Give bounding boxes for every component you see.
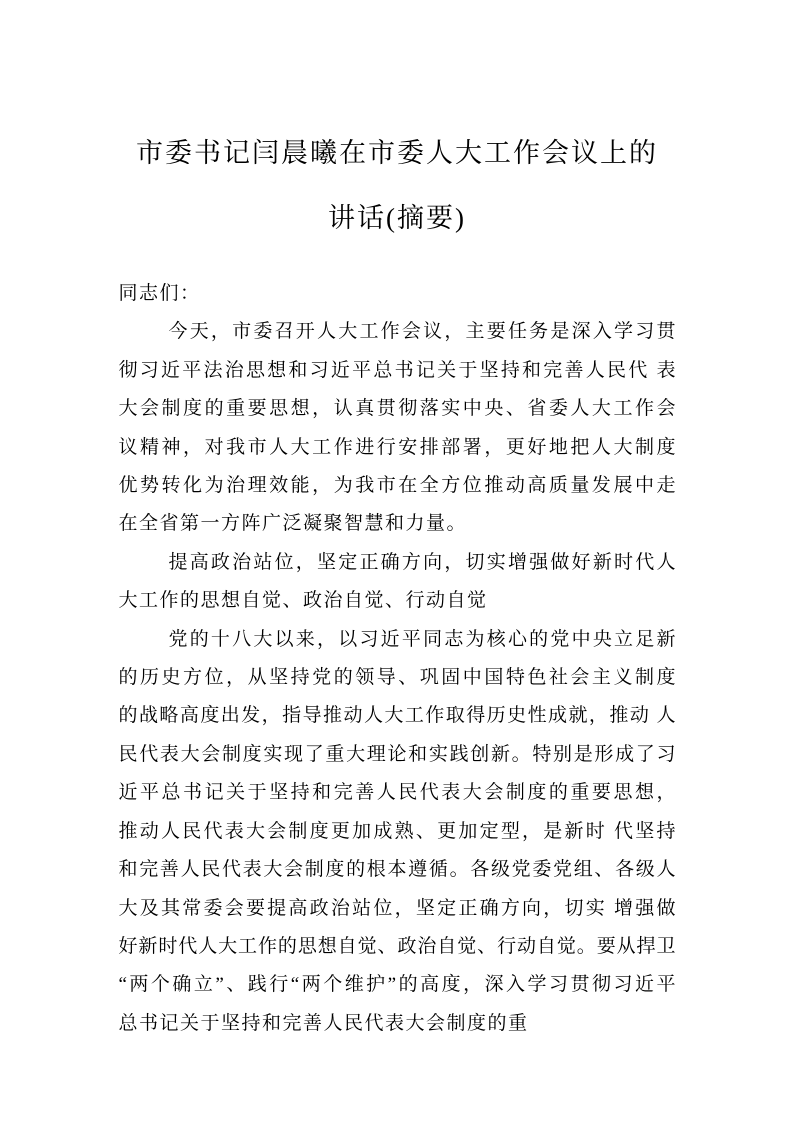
body-line: 推动人民代表大会制度更加成熟、更加定型，是新时 代坚持 bbox=[118, 820, 676, 842]
body-line: 好新时代人大工作的思想自觉、政治自觉、行动自觉。要从捍卫 bbox=[118, 935, 676, 957]
body-line: 大及其常委会要提高政治站位，坚定正确方向，切实 增强做 bbox=[118, 897, 676, 919]
body-line: 大会制度的重要思想，认真贯彻落实中央、省委人大工作会 bbox=[118, 398, 676, 420]
body-line: 民代表大会制度实现了重大理论和实践创新。特别是形成了习 bbox=[118, 743, 676, 765]
document-title bbox=[119, 121, 676, 251]
body-line: 今天，市委召开人大工作会议，主要任务是深入学习贯 bbox=[168, 321, 676, 343]
body-line: 的历史方位，从坚持党的领导、巩固中国特色社会主义制度 bbox=[118, 667, 676, 689]
document-title-line-2: 讲话(摘要) bbox=[328, 203, 466, 233]
body-line: 优势转化为治理效能，为我市在全方位推动高质量发展中走 bbox=[118, 475, 676, 497]
body-line: 总书记关于坚持和完善人民代表大会制度的重 bbox=[118, 1012, 529, 1034]
body-line: 和完善人民代表大会制度的根本遵循。各级党委党组、各级人 bbox=[118, 859, 676, 881]
body-line: 党的十八大以来，以习近平同志为核心的党中央立足新 bbox=[168, 628, 676, 650]
body-line: 彻习近平法治思想和习近平总书记关于坚持和完善人民代 表 bbox=[118, 359, 676, 381]
body-line: 的战略高度出发，指导推动人大工作取得历史性成就，推动 人 bbox=[118, 705, 676, 727]
document-title-line-1: 市委书记闫晨曦在市委人大工作会议上的 bbox=[136, 138, 658, 168]
body-line-salutation: 同志们： bbox=[118, 283, 201, 304]
body-line: 提高政治站位，坚定正确方向，切实增强做好新时代人 bbox=[168, 551, 676, 573]
body-line: 在全省第一方阵广泛凝聚智慧和力量。 bbox=[118, 513, 468, 535]
body-line: 近平总书记关于坚持和完善人民代表大会制度的重要思想， bbox=[118, 782, 676, 804]
document-content bbox=[119, 0, 676, 1043]
document-body bbox=[119, 275, 676, 1043]
body-line: “两个确立”、践行“两个维护”的高度，深入学习贯彻习近平 bbox=[118, 974, 676, 996]
body-line: 议精神，对我市人大工作进行安排部署，更好地把人大制度 bbox=[118, 436, 676, 458]
body-line: 大工作的思想自觉、政治自觉、行动自觉 bbox=[118, 590, 488, 612]
